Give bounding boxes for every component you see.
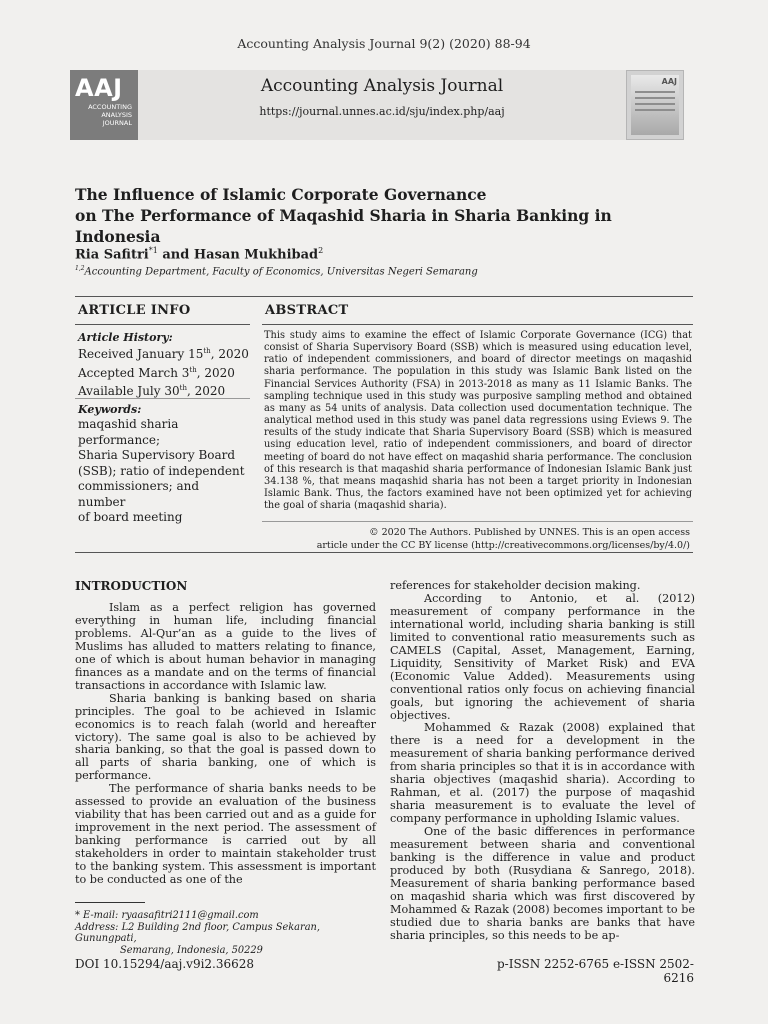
- paper-title: The Influence of Islamic Corporate Governance on The Performance of Maqashid Sharia in Sharia Banking in Indonesia: [75, 185, 612, 246]
- corresponding-address-line2: Semarang, Indonesia, 50229: [120, 944, 263, 956]
- header-rule-top: [75, 296, 693, 297]
- author-list: Ria Safitri$^{*1}$ and Hasan Mukhibad$^2$: [75, 246, 324, 263]
- corresponding-email: * E-mail: ryaasafitri2111@gmail.com: [75, 910, 259, 921]
- journal-name: Accounting Analysis Journal: [260, 76, 504, 96]
- available-date: Available July 30th, 2020: [78, 384, 226, 398]
- body-paragraph: Islam as a perfect religion has governed everything in human life, including financial problems. Al-Qur’an as a guide to the lives of Muslims has alluded to matters relating to finance, one of which is about human behavior in managing finances as a mandate and on the terms of financial transactions in accordance with Islamic law.: [75, 601, 376, 692]
- license-notice: © 2020 The Authors. Published by UNNES. This is an open access article under the CC BY license (http://creativecommons.org/licenses/by/4.0/): [316, 527, 690, 551]
- journal-cover-thumbnail: [626, 70, 684, 140]
- journal-url[interactable]: https://journal.unnes.ac.id/sju/index.php/aaj: [259, 105, 505, 118]
- body-paragraph: Mohammed & Razak (2008) explained that there is a need for a development in the measurement of sharia banking performance derived from sharia principles so that it is in accordance with sharia objectives (maqashid sharia). According to Rahman, et al. (2017) the purpose of maqashid sharia measurement is to evaluate the level of company performance in upholding Islamic values.: [390, 721, 695, 826]
- logo-text: AAJ: [75, 74, 123, 102]
- accepted-date: Accepted March 3th, 2020: [78, 365, 235, 380]
- body-paragraph: One of the basic differences in performance measurement between sharia and conventional banking is the difference in value and product produced by both (Rusydiana & Sanrego, 2018). Measurement of sharia banking performance based on maqashid sharia which was first discovered by Mohammed & Razak (2008) becomes important to be studied due to sharia banks are banks that have sharia principles, so this needs to be ap-: [390, 825, 695, 942]
- affiliation: $^{1,2}$Accounting Department, Faculty of Economics, Universitas Negeri Semarang: [75, 265, 478, 278]
- article-info-heading: ARTICLE INFO: [78, 303, 191, 318]
- issn: p-ISSN 2252-6765 e-ISSN 2502-6216: [496, 957, 694, 985]
- footnotes: [75, 910, 375, 956]
- history-heading: Article History:: [78, 331, 173, 344]
- body-paragraph: references for stakeholder decision making.: [390, 579, 641, 592]
- corresponding-address: Address: L2 Building 2nd floor, Campus Sekaran, Gunungpati,: [75, 921, 320, 944]
- logo-subtext: ACCOUNTING ANALYSIS JOURNAL: [88, 103, 132, 127]
- abstract-bottom-rule: [262, 521, 693, 522]
- abstract-text: This study aims to examine the effect of Islamic Corporate Governance (ICG) that consist of Sharia Supervisory Board (SSB) which is measured using education level, ratio of independent commissioners, and board of director meetings on maqashid sharia performance. The population in this study was Islamic Bank listed on the Financial Services Authority (FSA) in 2013-2018 as many as 11 Islamic Banks. The sampling technique used in this study was purposive sampling method and obtained as many as 54 units of analysis. Data collection used documentation technique. The analytical method used in this study was panel data regressions using Eviews 9. The results of the study indicate that Sharia Supervisory Board (SSB) which is measured using education level, ratio of independent commissioners, and board of director meeting of board do not have effect on maqashid sharia performance. The conclusion of this research is that maqashid sharia performance of Indonesian Islamic Bank just 34.138 %, that means maqashid sharia has not been a target priority in Indonesian Islamic Bank. Thus, the factors examined have not been optimized yet for achieving the goal of sharia (maqashid sharia).: [264, 330, 692, 512]
- body-paragraph: According to Antonio, et al. (2012) measurement of company performance in the international world, including sharia banking is still limited to conventional ratio measurements such as CAMELS (Capital, Asset, Management, Earning, Liquidity, Sensitivity of Market Risk) and EVA (Economic Value Added). Measurements using conventional ratios only focus on achieving financial goals, but ignoring the achievement of sharia objectives.: [390, 591, 695, 722]
- author-name: Ria Safitri: [75, 247, 149, 263]
- journal-logo: [70, 70, 138, 140]
- abstract-rule: [262, 324, 693, 325]
- body-column-right: [390, 580, 695, 943]
- received-date: Received January 15th, 2020: [78, 347, 249, 361]
- cover-label: AAJ: [661, 77, 677, 86]
- introduction-heading: INTRODUCTION: [75, 579, 188, 593]
- body-column-left: [75, 602, 376, 887]
- article-history: [78, 344, 249, 400]
- doi[interactable]: DOI 10.15294/aaj.v9i2.36628: [75, 957, 255, 971]
- body-paragraph: Sharia banking is banking based on sharia principles. The goal to be achieved in Islamic economics is to reach falah (world and hereafter victory). The same goal is also to be achieved by sharia banking, so that the goal is passed down to all parts of sharia banking, one of which is performance.: [75, 691, 376, 783]
- body-paragraph: The performance of sharia banks needs to be assessed to provide an evaluation of the business viability that has been carried out and as a guide for improvement in the next period. The assessment of banking performance is carried out by all stakeholders in order to maintain stakeholder trust to the banking system. This assessment is important to be conducted as one of the: [75, 782, 376, 887]
- article-info-rule: [75, 324, 250, 325]
- abstract-section-rule: [75, 552, 693, 553]
- author-name: Hasan Mukhibad: [193, 247, 319, 263]
- abstract-heading: ABSTRACT: [265, 303, 349, 318]
- keywords-list: maqashid sharia performance; Sharia Supervisory Board (SSB); ratio of independent commissioners; and number of board meeting: [78, 417, 245, 524]
- running-head: Accounting Analysis Journal 9(2) (2020) 88-94: [237, 36, 531, 51]
- keywords-heading: Keywords:: [78, 403, 142, 416]
- history-divider: [75, 398, 250, 399]
- footnote-rule: [75, 902, 145, 903]
